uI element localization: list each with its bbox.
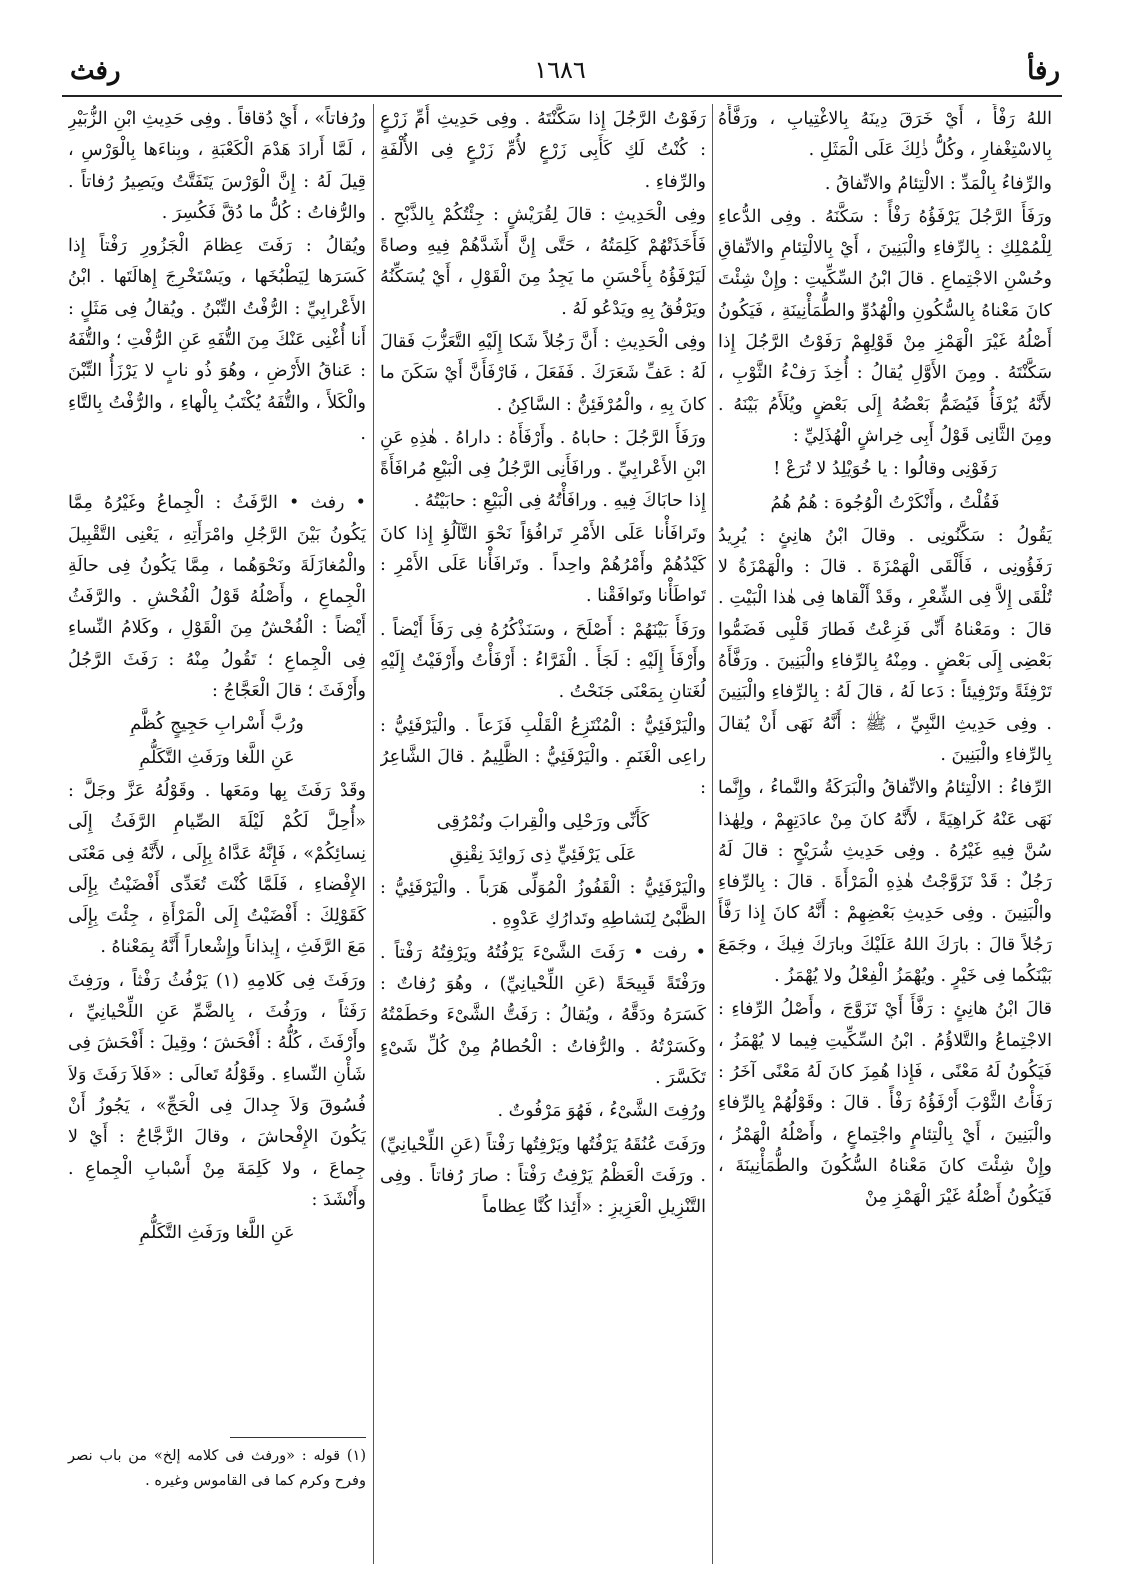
entry-rft: • رفت • رَفَتَ الشَّىْءَ يَرْفُتُهُ ويَرْفِتُهُ رَفْتاً . ورَفْتَةً قَبِيحَةً (عَنِ اللِّحْيانِيِّ) ، وهُوَ رُفاتٌ : كَسَرَهُ ودَقَّهُ ، ويُقالُ : رَفَتُّ الشَّىْءَ وحَطَمْتُهُ وكَسَرْتُهُ . والرُّفاتُ : الْحُطامُ مِنْ كُلِّ شَىْءٍ تَكَسَّرَ . — [380, 942, 706, 1088]
column-right — [718, 104, 1052, 1574]
verse-line: كَأَنِّى ورَحْلِى والْقِرابَ ونُمْرُقِى — [436, 811, 650, 832]
verse-line: عَنِ اللَّغا ورَفَثِ التَّكَلُّمِ — [139, 1223, 295, 1244]
column-left — [68, 104, 366, 1434]
paragraph: والْيَرْفَئِيُّ : الْمُنْتَزِعُ الْقَلْبِ فَزَعاً . والْيَرْفَئِيُّ : راعِى الْغَنَمِ . والْيَرْفَئِيُّ : الظَّلِيمُ . قالَ الشَّاعِرُ : — [380, 715, 706, 799]
paragraph: وفِى الْحَدِيثِ : أَنَّ رَجُلاً شَكا إِلَيْهِ التَّعَزُّبَ فَقالَ لَهُ : عَفِّ شَعَرَكَ . فَفَعَلَ ، فَارْفَأَنَّ أَيْ سَكَنَ ما كانَ بِهِ ، والْمُرْفَئِنُّ : السَّاكِنُ . — [380, 332, 706, 415]
verse-line: عَلَى يَرْفَئِيٍّ ذِى زَوائِدَ نِقْنِقِ — [449, 844, 637, 865]
paragraph: ورَفَأَ بَيْنَهُمْ : أَصْلَحَ ، وسَنَذْكُرُهُ فِى رَفَأَ أَيْضاً . وأَرْفَأَ إِلَيْهِ : لَجَأَ . الْفَرَّاءُ : أَرْفَأْتُ وأَرْفَيْتُ إِلَيْهِ لُغَتانِ بِمَعْنَى جَنَحْتُ . — [380, 619, 706, 703]
column-divider — [712, 104, 713, 1564]
header-left-word: رفث — [70, 56, 121, 86]
paragraph: وفِى الْحَدِيثِ : قالَ لِقُرَيْشٍ : جِئْتُكُمْ بِالذَّبْحِ . فَأَخَذَتْهُمْ كَلِمَتُهُ ، حَتَّى إِنَّ أَشَدَّهُمْ فِيهِ وصاةً لَيَرْفَؤُهُ بِأَحْسَنِ ما يَجِدُ مِنَ الْقَوْلِ ، أَيْ يُسَكِّنُهُ ويَرْفُقُ بِهِ ويَدْعُو لَهُ . — [380, 204, 706, 319]
paragraph: يَقُولُ : سَكَّنُونِى . وقالَ ابْنُ هانِئٍ : يُرِيدُ رَفَؤُونِى ، فَأَلْقَى الْهَمْزَةَ . قالَ : والْهَمْزَةُ لا تُلْقَى إِلاَّ فِى الشِّعْرِ ، وقَدْ أَلْقاها فِى هٰذا الْبَيْتِ . قالَ : ومَعْناهُ أَنِّى فَزِعْتُ فَطارَ قَلْبِى فَضَمُّوا بَعْضِى إِلَى بَعْضٍ . ومِنْهُ بِالرِّفاءِ والْبَنِينَ . ورَفَّأَهُ تَرْفِئَةً وتَرْفِيئاً : دَعا لَهُ ، قالَ لَهُ : بِالرِّفاءِ والْبَنِينَ . وفِى حَدِيثِ النَّبِيِّ ، ﷺ : أَنَّهُ نَهَى أَنْ يُقالَ بِالرِّفاءِ والْبَنِينَ . — [718, 525, 1052, 765]
entry-gap — [68, 452, 366, 488]
paragraph: والرِّفاءُ بِالْمَدِّ : الالْتِئامُ والاتِّفاقُ . — [824, 173, 1052, 194]
page-number: ١٦٨٦ — [534, 56, 586, 84]
column-middle — [380, 104, 706, 1574]
footnote-rule — [230, 1437, 366, 1438]
verse-line: عَنِ اللَّغا ورَفَثِ التَّكَلُّمِ — [139, 747, 295, 768]
paragraph: ورُفاتاً» ، أَيْ دُقاقاً . وفِى حَدِيثِ ابْنِ الزُّبَيْرِ ، لَمَّا أَرادَ هَدْمَ الْكَعْبَةِ ، وبِناءَها بِالْوَرْسِ ، قِيلَ لَهُ : إِنَّ الْوَرْسَ يَتَفَتَّتُ ويَصِيرُ رُفاتاً . والرُّفاتُ : كُلُّ ما دُقَّ فَكُسِرَ . — [68, 109, 366, 223]
paragraph: ويُقالُ : رَفَتَ عِظامَ الْجَزُورِ رَفْتاً إِذا كَسَرَها لِيَطْبُخَها ، ويَسْتَخْرِجَ إِهالَتَها . ابْنُ الأَعْرابِيِّ : الرُّفْتُ التِّبْنُ . ويُقالُ فِى مَثَلٍ : أَنا أُغْنِى عَنْكَ مِنَ التُّفَهِ عَنِ الرُّفْتِ ؛ والتُّفَهُ : عَناقُ الأَرْضِ ، وهُوَ ذُو نابٍ لا يَرْزَأُ التِّبْنَ والْكَلأَ ، والتُّفَهُ يُكْتَبُ بِالْهاءِ ، والرُّفْتُ بِالتَّاءِ . — [68, 236, 366, 444]
paragraph: ورَفَثَ فِى كَلامِهِ (١) يَرْفُثُ رَفْثاً ، ورَفِثَ رَفَثاً ، ورَفُثَ ، بِالضَّمِّ عَنِ اللِّحْيانِيِّ ، وأَرْفَثَ ، كُلُّهُ : أَفْحَشَ ؛ وقِيلَ : أَفْحَشَ فِى شَأْنِ النِّساءِ . وقَوْلُهُ تَعالَى : «فَلاَ رَفَثَ وَلاَ فُسُوقَ وَلاَ جِدالَ فِى الْحَجِّ» ، يَجُوزُ أَنْ يَكُونَ الإِفْحاشَ ، وقالَ الزَّجَّاجُ : أَيْ لا جِماعَ ، ولا كَلِمَةَ مِنْ أَسْبابِ الْجِماعِ . وأَنْشَدَ : — [68, 970, 366, 1210]
paragraph: رَفَوْتُ الرَّجُلَ إِذا سَكَّنْتَهُ . وفِى حَدِيثِ أُمِّ زَرْعٍ : كُنْتُ لَكِ كَأَبِى زَرْعٍ لأُمِّ زَرْعٍ فِى الأُلْفَةِ والرِّفاءِ . — [380, 109, 706, 192]
paragraph: ورُفِتَ الشَّىْءُ ، فَهُوَ مَرْفُوتٌ . — [497, 1101, 706, 1122]
footnote: (١) قوله : «ورفث فى كلامه إلخ» من باب نصر وفرح وكرم كما فى القاموس وغيره . — [68, 1448, 366, 1489]
header-right-word: رفأ — [1027, 56, 1060, 86]
verse-line: ورُبَّ أَسْرابِ حَجِيجٍ كُظَّمِ — [130, 714, 304, 735]
paragraph: ورَفَتَ عُنُقَهُ يَرْفُتُها ويَرْفِتُها رَفْتاً (عَنِ اللِّحْيانِيِّ) . ورَفَتَ الْعَظْمُ يَرْفِتُ رَفْتاً : صارَ رُفاتاً . وفِى التَّنْزِيلِ الْعَزِيزِ : «أَئِذا كُنَّا عِظاماً — [380, 1134, 706, 1218]
paragraph: اللهُ رَفْأً ، أَيْ خَرَقَ دِينَهُ بِالاغْتِيابِ ، ورَفَّأَهُ بِالاسْتِغْفارِ ، وكُلُّ ذٰلِكَ عَلَى الْمَثَلِ . — [718, 109, 1052, 161]
paragraph: قالَ ابْنُ هانِئٍ : رَفَّأَ أَيْ تَزَوَّجَ ، وأَصْلُ الرِّفاءِ : الاجْتِماعُ والتَّلاؤُمُ . ابْنُ السِّكِّيتِ فِيما لا يُهْمَزُ ، فَيَكُونُ لَهُ مَعْنًى ، فَإِذا هُمِزَ كانَ لَهُ مَعْنًى آخَرُ : رَفَأْتُ الثَّوْبَ أَرْفَؤُهُ رَفْأً . قالَ : وقَوْلُهُمْ بِالرِّفاءِ والْبَنِينَ ، أَيْ بِالْتِئامٍ واجْتِماعٍ ، وأَصْلُهُ الْهَمْزُ ، وإِنْ شِئْتَ كانَ مَعْناهُ السُّكُونَ والطُّمَأْنِينَةَ ، فَيَكُونُ أَصْلُهُ غَيْرَ الْهَمْزِ مِنْ — [718, 999, 1052, 1208]
paragraph: الرِّفاءُ : الالْتِئامُ والاتِّفاقُ والْبَرَكَةُ والنَّماءُ ، وإِنَّما نَهَى عَنْهُ كَراهِيَةً ، لأَنَّهُ كانَ مِنْ عادَتِهِمْ ، ولِهٰذا سُنَّ فِيهِ غَيْرُهُ . وفِى حَدِيثِ شُرَيْحٍ : قالَ لَهُ رَجُلٌ : قَدْ تَزَوَّجْتُ هٰذِهِ الْمَرْأَةَ . قالَ : بِالرِّفاءِ والْبَنِينَ . وفِى حَدِيثِ بَعْضِهِمْ : أَنَّهُ كانَ إِذا رَفَّأَ رَجُلاً قالَ : بارَكَ اللهُ عَلَيْكَ وبارَكَ فِيكَ ، وجَمَعَ بَيْنَكُما فِى خَيْرٍ . ويُهْمَزُ الْفِعْلُ ولا يُهْمَزُ . — [718, 778, 1052, 987]
verse-line: فَقُلْتُ ، وأَنْكَرْتُ الْوُجُوهَ : هُمُ هُمُ — [770, 492, 1000, 513]
column-divider — [373, 104, 374, 1564]
header-rule — [62, 95, 1062, 97]
paragraph: والْيَرْفَئِيُّ : الْقَفُوزُ الْمُوَلِّى هَرَباً . والْيَرْفَئِيُّ : الظَّبْىُ لِنَشاطِهِ وتَدارُكِ عَدْوِهِ . — [380, 878, 706, 930]
page-header — [60, 50, 1060, 98]
paragraph: ورَفَأَ الرَّجُلَ : حاباهُ . وأَرْفَأَهُ : داراهُ . هٰذِهِ عَنِ ابْنِ الأَعْرابِيِّ . ورافَأَنِى الرَّجُلُ فِى الْبَيْعِ مُرافَأَةً إِذا حابَاكَ فِيهِ . ورافَأْتُهُ فِى الْبَيْعِ : حابَيْتُهُ . — [380, 427, 706, 511]
paragraph: وتَرافَأْنا عَلَى الأَمْرِ تَرافُؤاً نَحْوَ التَّآلُؤِ إِذا كانَ كَيْدُهُمْ وأَمْرُهُمْ واحِداً . وتَرافَأْنا عَلَى الأَمْرِ : تَواطَأْنا وتَوافَقْنا . — [380, 523, 706, 607]
entry-rfth: • رفث • الرَّفَثُ : الْجِماعُ وغَيْرُهُ مِمَّا يَكُونُ بَيْنَ الرَّجُلِ وامْرَأَتِهِ ، يَعْنِى التَّقْبِيلَ والْمُغازَلَةَ ونَحْوَهُما ، مِمَّا يَكُونُ فِى حالَةِ الْجِماعِ ، وأَصْلُهُ قَوْلُ الْفُحْشِ . والرَّفَثُ أَيْضاً : الْفُحْشُ مِنَ الْقَوْلِ ، وكَلامُ النِّساءِ فِى الْجِماعِ ؛ تَقُولُ مِنْهُ : رَفَثَ الرَّجُلُ وأَرْفَثَ ؛ قالَ الْعَجَّاجُ : — [68, 493, 366, 702]
paragraph: ورَفَأَ الرَّجُلَ يَرْفَؤُهُ رَفْأً : سَكَّنَهُ . وفِى الدُّعاءِ لِلْمُمْلِكِ : بِالرِّفاءِ والْبَنِينَ ، أَيْ بِالالْتِئامِ والاتِّفاقِ وحُسْنِ الاجْتِماعِ . قالَ ابْنُ السِّكِّيتِ : وإِنْ شِئْتَ كانَ مَعْناهُ بِالسُّكُونِ والْهُدُوِّ والطُّمَأْنِينَةِ ، فَيَكُونُ أَصْلُهُ غَيْرَ الْهَمْزِ مِنْ قَوْلِهِمْ رَفَوْتُ الرَّجُلَ إِذا سَكَّنْتَهُ . ومِنَ الأَوَّلِ يُقالُ : أُخِذَ رَفْءُ الثَّوْبِ ، لأَنَّهُ يُرْفَأُ فَيُضَمُّ بَعْضُهُ إِلَى بَعْضٍ ويُلَأَمُ بَيْنَهُ . ومِنَ الثَّانِى قَوْلُ أَبِى خِراشٍ الْهُذَلِيِّ : — [718, 206, 1052, 446]
verse-line: رَفَوْنِى وقالُوا : يا خُوَيْلِدُ لا تُرَعْ ! — [773, 459, 997, 480]
paragraph: وقَدْ رَفَثَ بِها ومَعَها . وقَوْلُهُ عَزَّ وجَلَّ : «أُحِلَّ لَكُمْ لَيْلَةَ الصِّيامِ الرَّفَثُ إِلَى نِسائِكُمْ» ، فَإِنَّهُ عَدَّاهُ بِإِلَى ، لأَنَّهُ فِى مَعْنَى الإِفْضاءِ ، فَلَمَّا كُنْتَ تُعَدِّى أَفْضَيْتُ بِإِلَى كَقَوْلِكَ : أَفْضَيْتُ إِلَى الْمَرْأَةِ ، جِئْتَ بِإِلَى مَعَ الرَّفَثِ ، إِيذاناً وإِشْعاراً أَنَّهُ بِمَعْناهُ . — [68, 780, 366, 958]
